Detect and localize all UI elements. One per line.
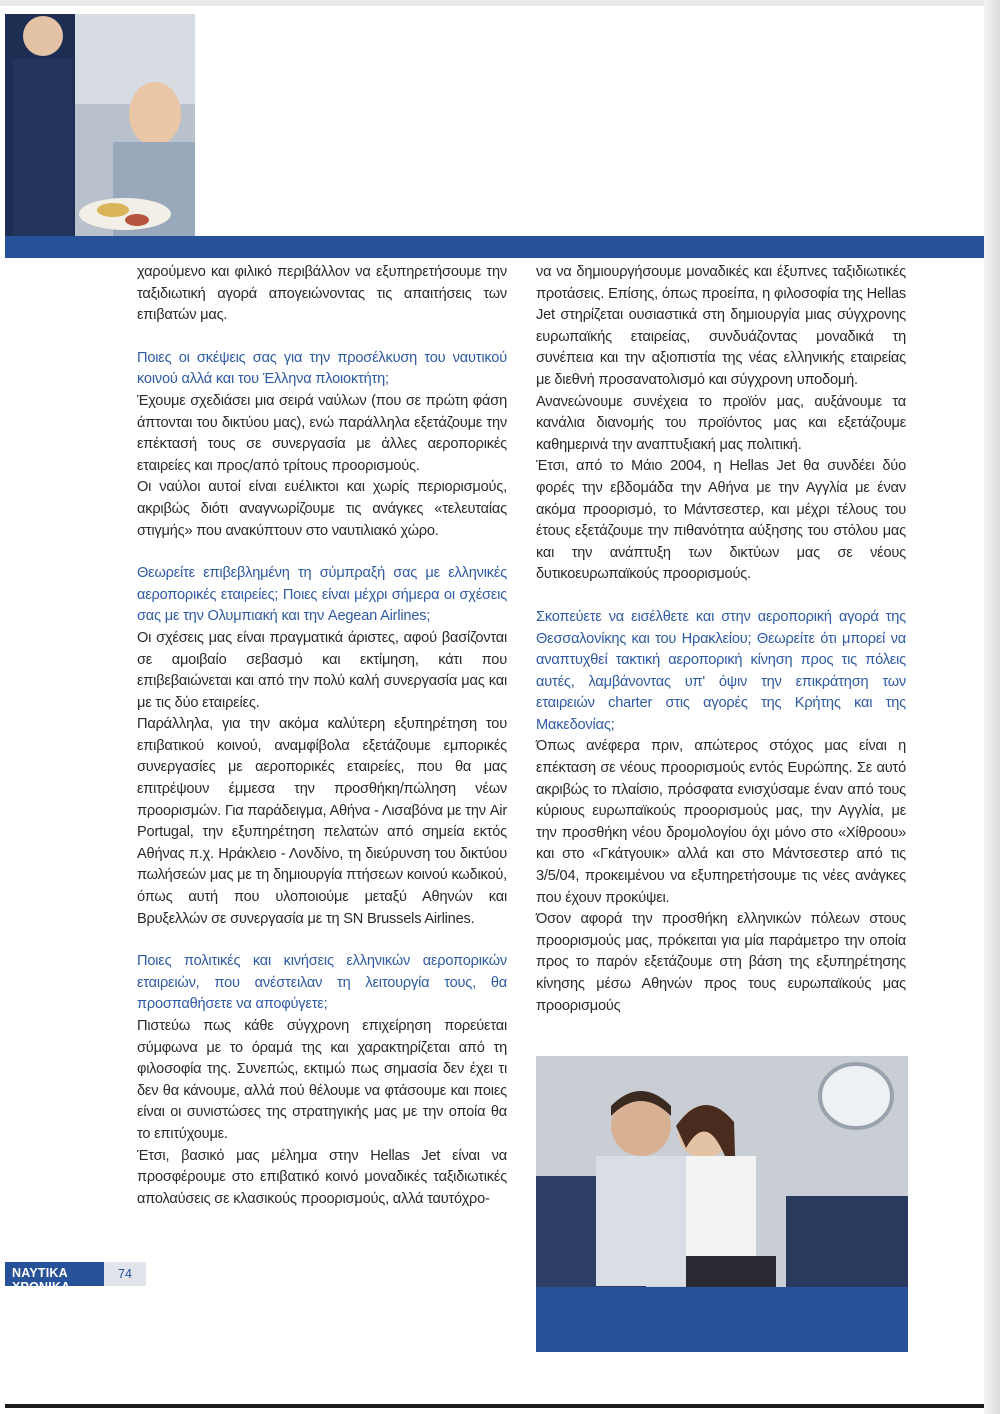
paragraph: χαρούμενο και φιλικό περιβάλλον να εξυπηρετήσουμε την ταξιδιωτική αγορά απογειώνοντας τις απαιτήσεις των επιβατών μας.: [137, 264, 507, 324]
paragraph: Οι σχέσεις μας είναι πραγματικά άριστες, αφού βασίζονται σε αμοιβαίο σεβασμό και εκτίμηση, κάτι που επιβεβαιώνεται και από την πολύ καλή συνεργασία μας και με τις δύο εταιρείες.: [137, 629, 507, 711]
interview-question: Ποιες πολιτικές και κινήσεις ελληνικών αεροπορικών εταιρειών, που ανέστειλαν τη λειτουργία τους, θα προσπαθήσετε να αποφύγετε;: [137, 953, 507, 1013]
header-photo-flight-attendant-serving-passenger: [5, 14, 195, 236]
paragraph: Όπως ανέφερα πριν, απώτερος στόχος μας είναι η επέκταση σε νέους προορισμούς εντός Ευρώπης. Σε αυτό ακριβώς το πλαίσιο, πρόσφατα ενισχύσαμε έναν από τους κύριους ευρωπαϊκούς προορισμούς μας, την Αγγλία, με την προσθήκη νέου δρομολογίου όχι μόνο στο «Χίθροου» και στο «Γκάτγουικ» αλλά και στο Μάντσεστερ από τις 3/5/04, προκειμένου να εξυπηρετήσουμε τις νέες ανάγκες που έχουν προκύψει.: [536, 738, 906, 906]
magazine-name: ΝΑΥΤΙΚΑ ΧΡΟΝΙΚΑ: [12, 1266, 71, 1294]
paragraph: Έτσι, βασικό μας μέλημα στην Hellas Jet είναι να προσφέρουμε στο επιβατικό κοινό μοναδικές ταξιδιωτικές απολαύσεις σε κλασικούς προορισμούς, αλλά ταυτόχρο-: [137, 1147, 507, 1207]
interview-question: Ποιες οι σκέψεις σας για την προσέλκυση του ναυτικού κοινού αλλά και του Έλληνα πλοιοκτήτη;: [137, 349, 507, 388]
article-column-left: [137, 262, 507, 1210]
paragraph: Έχουμε σχεδιάσει μια σειρά ναύλων (που σε πρώτη φάση άπτονται του δικτύου μας), ενώ παράλληλα εξετάζουμε την επέκτασή τους σε συνεργασία με άλλες αεροπορικές εταιρείες και προς/από τρίτους προορισμούς.: [137, 392, 507, 474]
article-column-right: [536, 262, 906, 1017]
photo-blue-band: [536, 1287, 908, 1352]
interview-question: Θεωρείτε επιβεβλημένη τη σύμπραξή σας με ελληνικές αεροπορικές εταιρείες; Ποιες είναι μέχρι σήμερα οι σχέσεις σας με την Ολυμπιακή και την Aegean Airlines;: [137, 565, 507, 625]
paragraph: Παράλληλα, για την ακόμα καλύτερη εξυπηρέτηση του επιβατικού κοινού, αναμφίβολα εξετάζουμε εμπορικές συνεργασίες με αεροπορικές εταιρείες, που θα μας επιτρέψουν έμμεσα την προσθήκη/πώληση νέων προορισμών. Για παράδειγμα, Αθήνα - Λισαβόνα με την Air Portugal, την εξυπηρέτηση πελατών από σημεία εκτός Αθήνας π.χ. Ηράκλειο - Λονδίνο, τη διεύρυνση του δικτύου πωλήσεών μας με τη δημιουργία πτήσεων κοινού κωδικού, όπως αυτή που υλοποιούμε μεταξύ Αθηνών και Βρυξελλών σε συνεργασία με τη SN Brussels Airlines.: [137, 716, 507, 927]
paragraph: Ανανεώνουμε συνέχεια το προϊόν μας, αυξάνουμε τα κανάλια διανομής του προϊόντος μας και εξετάζουμε καθημερινά την αναπτυξιακή μας πολιτική.: [536, 393, 906, 453]
page-bottom-rule: [5, 1404, 984, 1408]
paragraph: Έτσι, από το Μάιο 2004, η Hellas Jet θα συνδέει δύο φορές την εβδομάδα την Αθήνα με την Αγγλία με έναν ακόμα προορισμό, το Μάντσεστερ, και μέχρι τέλους του έτους εξετάζουμε την πιθανότητα αύξησης του στόλου μας και την ανάπτυξη των δικτύων μας σε νέους δυτικοευρωπαϊκούς προορισμούς.: [536, 458, 906, 583]
paragraph: Όσον αφορά την προσθήκη ελληνικών πόλεων στους προορισμούς μας, πρόκειται για μία παράμετρο την οποία προς το παρόν εξετάζουμε στη βάση της εξυπηρέτησης κίνησης μέσω Αθηνών προς τους ευρωπαϊκούς μας προορισμούς: [536, 911, 906, 1014]
paragraph: Πιστεύω πως κάθε σύγχρονη επιχείρηση πορεύεται σύμφωνα με το όραμά της και χαρακτηρίζεται από τη φιλοσοφία της. Συνεπώς, εκτιμώ πως σημασία δεν έχει τι δεν θα κάνουμε, αλλά πού θέλουμε να φτάσουμε και ποιες είναι οι συνιστώσες της στρατηγικής μας με την οποία θα το επιτύχουμε.: [137, 1018, 507, 1142]
page-edge: [0, 0, 1000, 6]
interview-question: Σκοπεύετε να εισέλθετε και στην αεροπορική αγορά της Θεσσαλονίκης και του Ηρακλείου; Θεωρείτε ότι μπορεί να αναπτυχθεί τακτική αεροπορική κίνηση προς τις πόλεις αυτές, λαμβάνοντας υπ' όψιν την επικράτηση των εταιρειών charter στις αγορές της Κρήτης και της Μακεδονίας;: [536, 608, 906, 733]
paragraph: να να δημιουργήσουμε μοναδικές και έξυπνες ταξιδιωτικές προτάσεις. Επίσης, όπως προείπα, η φιλοσοφία της Hellas Jet στηρίζεται ουσιαστικά στη δημιουργία μιας σύγχρονης ευρωπαϊκής εταιρείας, συνδυάζοντας μοναδικά τη συνέπεια και την αξιοπιστία της νέας ελληνικής εταιρείας με διεθνή προσανατολισμό και σύγχρονη υποδομή.: [536, 264, 906, 388]
page-gutter-shadow: [984, 0, 1000, 1414]
page-number: 74: [104, 1262, 146, 1286]
paragraph: Οι ναύλοι αυτοί είναι ευέλικτοι και χωρίς περιορισμούς, ακριβώς διότι αναγνωρίζουμε τις ανάγκες «τελευταίας στιγμής» που ανακύπτουν στο ναυτιλιακό χώρο.: [137, 479, 507, 539]
header-blue-band: [5, 236, 984, 258]
